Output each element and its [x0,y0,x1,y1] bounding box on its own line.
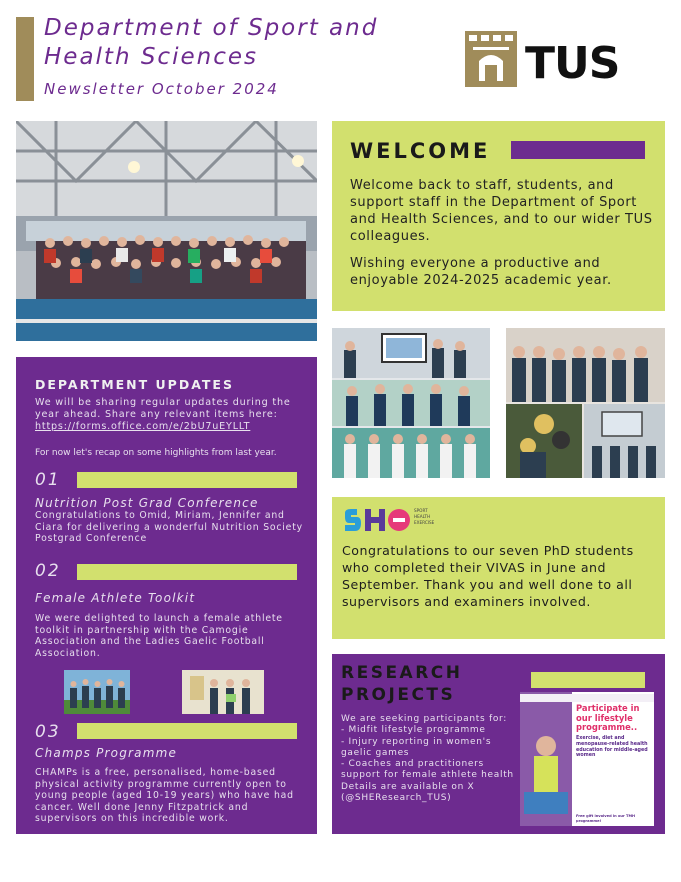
welcome-accent-bar [511,141,645,159]
group-photo-sports-hall [16,121,317,341]
she-sub-sport: SPORT [414,508,428,513]
item-01-number: 01 [35,470,61,490]
she-logo [343,507,413,533]
item-01-accent-bar [77,472,297,488]
department-updates-intro [35,397,315,433]
she-sub-exercise: EXERCISE [414,520,435,525]
research-bullet-2: - Injury reporting in women's gaelic games [341,736,492,758]
forms-link[interactable]: https://forms.office.com/e/2bU7uEYLLT [35,421,251,432]
phd-vivas-photo-collage [332,328,490,478]
she-sub-health: HEALTH [414,514,431,519]
research-title-line-1: RESEARCH [341,663,463,683]
poster-subheading: Exercise, diet and menopause-related health education for middle-aged women [576,736,648,759]
item-02-number: 02 [35,561,61,581]
item-02-text: We were delighted to launch a female athlete toolkit in partnership with the Camogie Association and the Ladies Gaelic Football Association. [35,613,283,659]
toolkit-launch-photo-1 [64,670,130,714]
research-accent-bar [531,672,645,688]
newsletter-subtitle: Newsletter October 2024 [44,80,279,98]
research-projects-text [341,714,519,804]
welcome-paragraph-2: Wishing everyone a productive and enjoyable 2024-2025 academic year. [350,256,612,288]
tus-logo-text: TUS [525,38,620,89]
item-02-title: Female Athlete Toolkit [35,591,196,605]
research-bullet-3: - Coaches and practitioners support for female athlete health [341,759,514,781]
item-03-title: Champs Programme [35,746,178,760]
newsletter-title [44,14,444,72]
lifestyle-programme-poster [520,692,654,826]
research-intro: We are seeking participants for: [341,714,508,724]
research-bullet-1: - Midfit lifestyle programme [341,725,486,736]
toolkit-launch-photo-2 [182,670,264,714]
item-03-accent-bar [77,723,297,739]
poster-footer: Free gift involved in our TMH programme! [576,814,636,823]
poster-heading: Participate in our lifestyle programme.. [576,703,640,732]
research-title-line-2: PROJECTS [341,685,456,705]
intro-text: We will be sharing regular updates during the year ahead. Share any relevant items here: [35,397,291,420]
item-02-accent-bar [77,564,297,580]
department-updates-title: DEPARTMENT UPDATES [35,377,234,392]
recap-text: For now let's recap on some highlights from last year. [35,448,277,458]
title-line-2: Health Sciences [44,44,258,70]
celebration-photo-collage [506,328,665,478]
header-accent-bar [16,17,34,101]
she-logo-subtext [414,508,434,526]
item-03-text: CHAMPs is a free, personalised, home-based physical activity programme currently open to young people (aged 10-19 years) who have had cancer. Well done Jenny Fitzpatrick and supervisors on this incredible work. [35,767,294,824]
welcome-paragraph-1: Welcome back to staff, students, and support staff in the Department of Sport and Health Sciences, and to our wider TUS colleagues. [350,178,653,244]
she-congratulations-text: Congratulations to our seven PhD students who completed their VIVAS in June and September. Thank you and well done to all supervisors and examiners involved. [342,543,634,609]
tus-castle-icon [465,31,517,87]
research-footer: Details are available on X (@SHEResearch_TUS) [341,781,475,804]
welcome-title: WELCOME [350,139,491,163]
item-03-number: 03 [35,722,61,742]
item-01-title: Nutrition Post Grad Conference [35,496,259,510]
item-01-text: Congratulations to Omid, Miriam, Jennifer and Ciara for delivering a wonderful Nutrition Society Postgrad Conference [35,510,303,544]
research-projects-title [341,662,463,706]
title-line-1: Department of Sport and [44,15,379,41]
